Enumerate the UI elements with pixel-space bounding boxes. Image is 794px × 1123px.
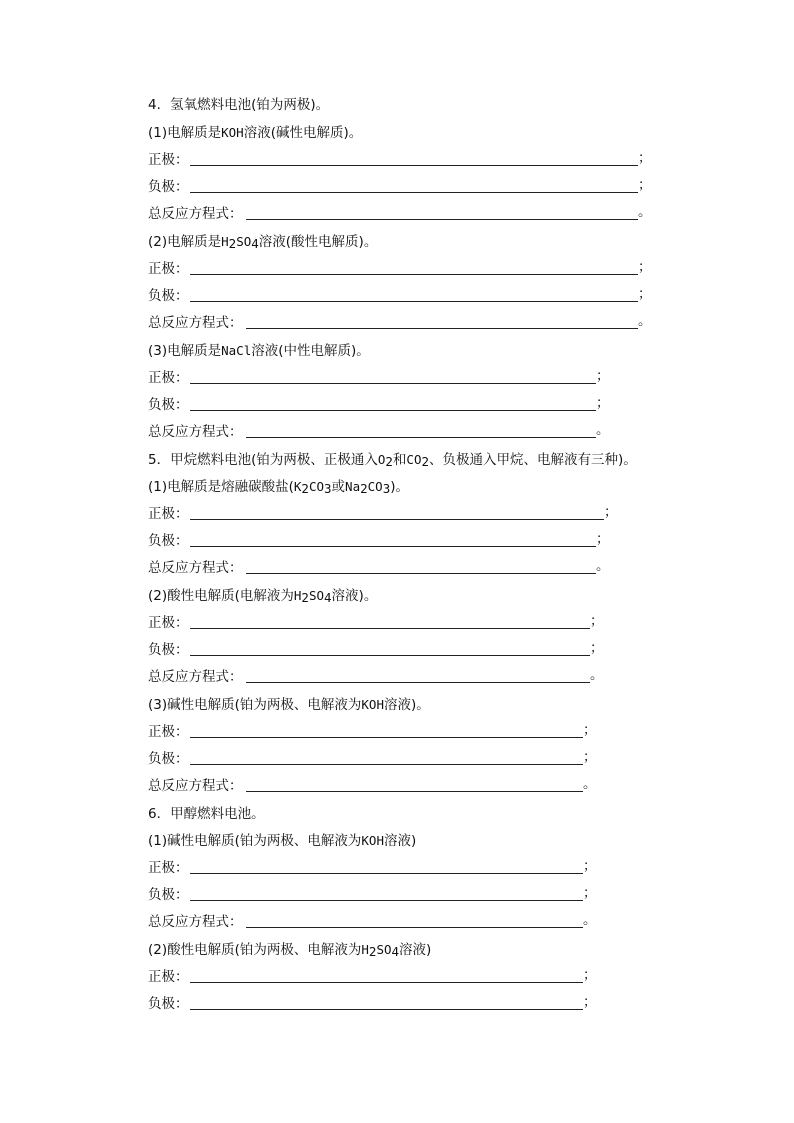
- answer-row-positive: 正极： ；: [148, 150, 652, 168]
- answer-blank[interactable]: [246, 927, 583, 928]
- answer-blank[interactable]: [190, 900, 583, 901]
- answer-row-negative: 负极： ；: [148, 749, 597, 767]
- answer-row-negative: 负极： ；: [148, 994, 597, 1012]
- answer-blank[interactable]: [246, 219, 638, 220]
- answer-blank[interactable]: [190, 655, 590, 656]
- answer-blank[interactable]: [190, 274, 638, 275]
- answer-row-positive: 正极： ；: [148, 722, 597, 740]
- answer-row-positive: 正极： ；: [148, 368, 610, 386]
- answer-row-total: 总反应方程式： 。: [148, 776, 597, 794]
- subsection-4-1: (1)电解质是KOH溶液(碱性电解质)。: [148, 125, 363, 141]
- subsection-6-1: (1)碱性电解质(铂为两极、电解液为KOH溶液): [148, 833, 417, 849]
- subsection-5-3: (3)碱性电解质(铂为两极、电解液为KOH溶液)。: [148, 697, 430, 713]
- answer-row-positive: 正极： ；: [148, 858, 597, 876]
- answer-blank[interactable]: [190, 383, 596, 384]
- answer-row-negative: 负极： ；: [148, 177, 652, 195]
- answer-blank[interactable]: [190, 873, 583, 874]
- answer-blank[interactable]: [246, 682, 590, 683]
- section-6-title: 6．甲醇燃料电池。: [148, 806, 265, 822]
- answer-blank[interactable]: [190, 764, 583, 765]
- answer-row-positive: 正极： ；: [148, 504, 618, 522]
- answer-blank[interactable]: [190, 737, 583, 738]
- answer-blank[interactable]: [190, 546, 596, 547]
- answer-blank[interactable]: [190, 1009, 583, 1010]
- answer-row-positive: 正极： ；: [148, 967, 597, 985]
- answer-row-total: 总反应方程式： 。: [148, 558, 610, 576]
- answer-row-total: 总反应方程式： 。: [148, 422, 610, 440]
- answer-blank[interactable]: [246, 437, 596, 438]
- answer-row-negative: 负极： ；: [148, 286, 652, 304]
- answer-blank[interactable]: [190, 628, 590, 629]
- answer-row-negative: 负极： ；: [148, 395, 610, 413]
- answer-blank[interactable]: [190, 165, 638, 166]
- subsection-4-3: (3)电解质是NaCl溶液(中性电解质)。: [148, 343, 370, 359]
- section-5-title: 5．甲烷燃料电池(铂为两极、正极通入$O_2$和$CO_2$、负极通入甲烷、电解液有三种)。: [148, 452, 637, 469]
- answer-blank[interactable]: [246, 328, 638, 329]
- answer-blank[interactable]: [190, 192, 638, 193]
- answer-row-total: 总反应方程式： 。: [148, 313, 652, 331]
- answer-blank[interactable]: [190, 410, 596, 411]
- answer-row-total: 总反应方程式： 。: [148, 912, 597, 930]
- subsection-5-2: (2)酸性电解质(电解液为$H_2SO_4$溶液)。: [148, 588, 378, 605]
- answer-row-negative: 负极： ；: [148, 885, 597, 903]
- answer-row-positive: 正极： ；: [148, 259, 652, 277]
- answer-blank[interactable]: [190, 301, 638, 302]
- subsection-5-1: (1)电解质是熔融碳酸盐($K_2CO_3$或$Na_2CO_3$)。: [148, 479, 410, 496]
- answer-row-total: 总反应方程式： 。: [148, 667, 604, 685]
- answer-row-total: 总反应方程式： 。: [148, 204, 652, 222]
- answer-row-positive: 正极： ；: [148, 613, 604, 631]
- answer-blank[interactable]: [246, 573, 596, 574]
- answer-blank[interactable]: [190, 519, 604, 520]
- answer-blank[interactable]: [190, 982, 583, 983]
- answer-row-negative: 负极： ；: [148, 640, 604, 658]
- subsection-6-2: (2)酸性电解质(铂为两极、电解液为$H_2SO_4$溶液): [148, 942, 432, 959]
- answer-blank[interactable]: [246, 791, 583, 792]
- answer-row-negative: 负极： ；: [148, 531, 610, 549]
- section-4-title: 4．氢氧燃料电池(铂为两极)。: [148, 97, 330, 113]
- subsection-4-2: (2)电解质是$H_2SO_4$溶液(酸性电解质)。: [148, 234, 378, 251]
